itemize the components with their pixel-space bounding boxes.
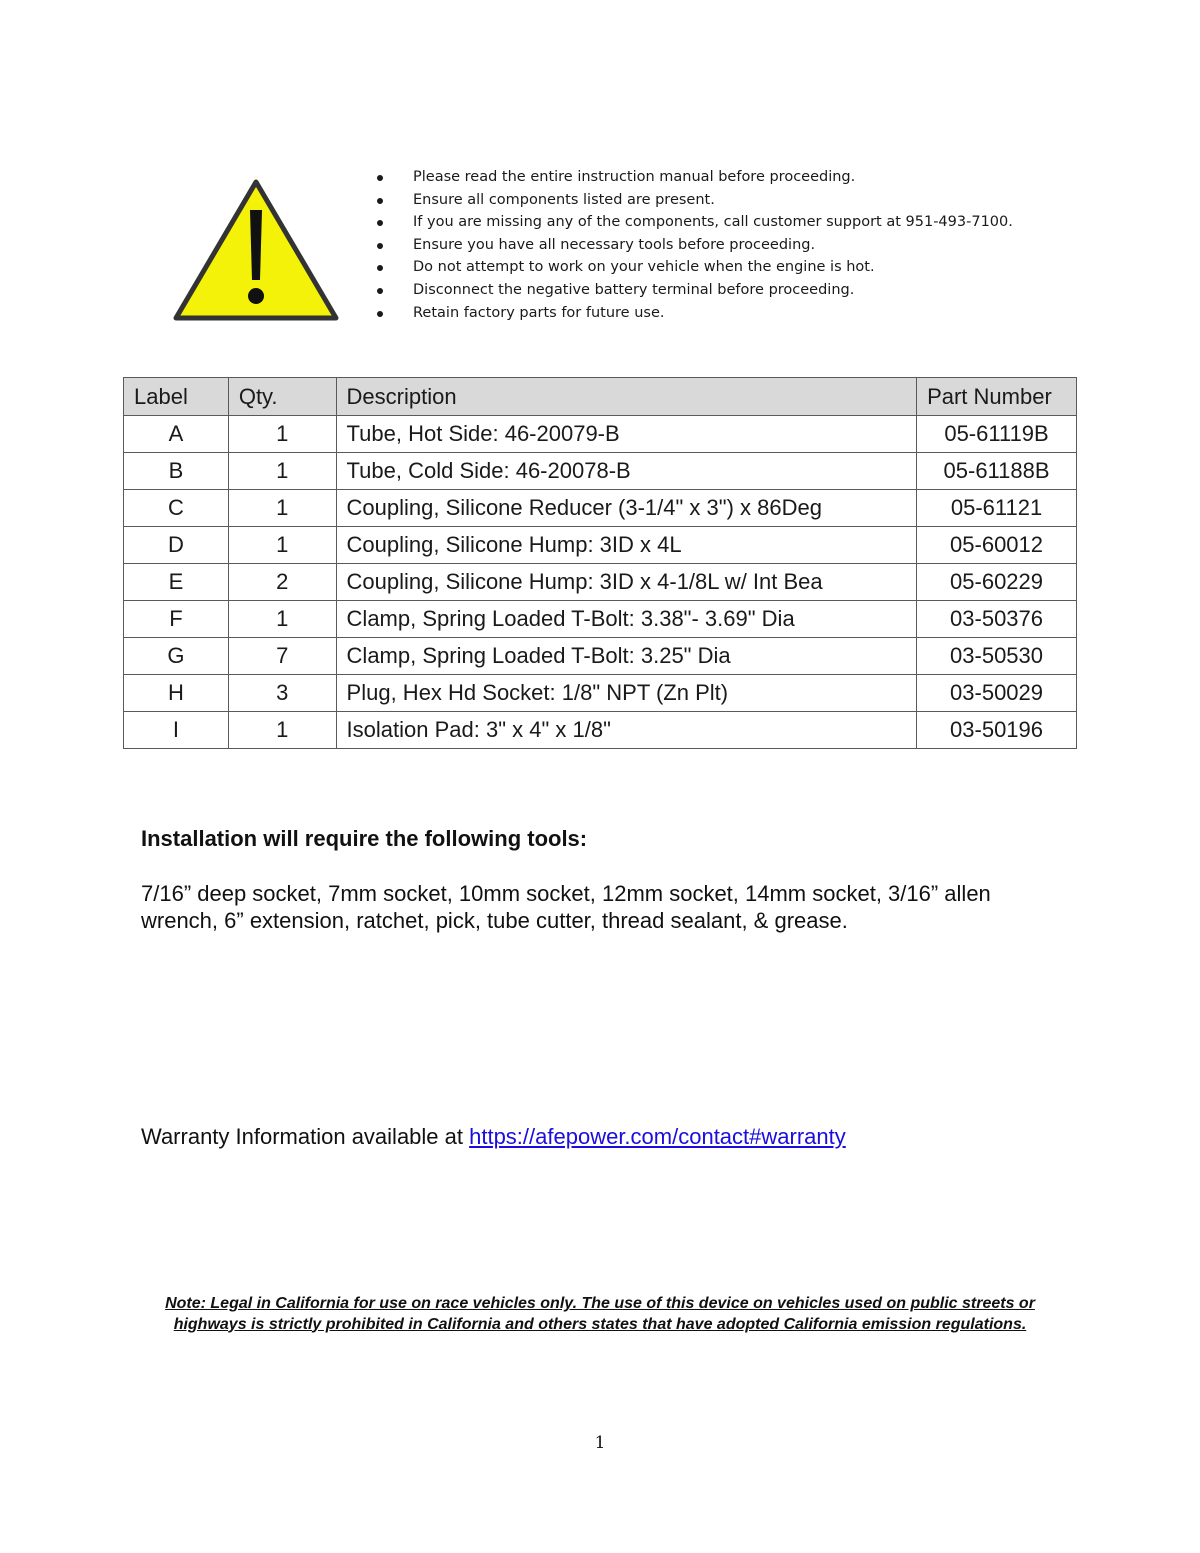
warranty-line bbox=[141, 1124, 846, 1150]
cell-label: H bbox=[124, 675, 229, 712]
table-header-row bbox=[124, 378, 1077, 416]
cell-part-number: 03-50196 bbox=[917, 712, 1077, 749]
warning-item: Retain factory parts for future use. bbox=[376, 302, 1013, 325]
bullet-icon bbox=[377, 175, 383, 181]
column-header-label: Label bbox=[124, 378, 229, 416]
cell-description: Clamp, Spring Loaded T-Bolt: 3.25" Dia bbox=[336, 638, 917, 675]
cell-part-number: 03-50376 bbox=[917, 601, 1077, 638]
parts-table bbox=[123, 377, 1077, 749]
cell-qty: 1 bbox=[228, 453, 336, 490]
warranty-link[interactable]: https://afepower.com/contact#warranty bbox=[469, 1124, 846, 1149]
bullet-icon bbox=[377, 288, 383, 294]
cell-part-number: 03-50530 bbox=[917, 638, 1077, 675]
cell-description: Clamp, Spring Loaded T-Bolt: 3.38"- 3.69" Dia bbox=[336, 601, 917, 638]
cell-qty: 1 bbox=[228, 712, 336, 749]
cell-qty: 3 bbox=[228, 675, 336, 712]
table-row bbox=[124, 527, 1077, 564]
warning-item: Please read the entire instruction manual before proceeding. bbox=[376, 166, 1013, 189]
cell-qty: 1 bbox=[228, 490, 336, 527]
table-row bbox=[124, 416, 1077, 453]
cell-description: Coupling, Silicone Hump: 3ID x 4-1/8L w/ Int Bea bbox=[336, 564, 917, 601]
cell-qty: 1 bbox=[228, 601, 336, 638]
page-number: 1 bbox=[594, 1433, 606, 1453]
table-row bbox=[124, 490, 1077, 527]
cell-label: B bbox=[124, 453, 229, 490]
tools-list: 7/16” deep socket, 7mm socket, 10mm socket, 12mm socket, 14mm socket, 3/16” allen wrench, 6” extension, ratchet, pick, tube cutter, thread sealant, & grease. bbox=[141, 881, 991, 933]
warning-item: If you are missing any of the components, call customer support at 951-493-7100. bbox=[376, 211, 1013, 234]
cell-part-number: 05-61121 bbox=[917, 490, 1077, 527]
bullet-icon bbox=[377, 265, 383, 271]
column-header-description: Description bbox=[336, 378, 917, 416]
warning-item: Ensure you have all necessary tools before proceeding. bbox=[376, 234, 1013, 257]
cell-label: I bbox=[124, 712, 229, 749]
bullet-icon bbox=[377, 311, 383, 317]
table-row bbox=[124, 638, 1077, 675]
cell-label: E bbox=[124, 564, 229, 601]
warranty-prefix: Warranty Information available at bbox=[141, 1124, 470, 1149]
cell-part-number: 05-60229 bbox=[917, 564, 1077, 601]
tools-heading: Installation will require the following tools: bbox=[141, 826, 588, 851]
cell-label: G bbox=[124, 638, 229, 675]
warning-list bbox=[376, 166, 1013, 324]
cell-description: Isolation Pad: 3" x 4" x 1/8" bbox=[336, 712, 917, 749]
warning-triangle-icon bbox=[170, 176, 342, 326]
cell-qty: 1 bbox=[228, 416, 336, 453]
cell-label: C bbox=[124, 490, 229, 527]
cell-part-number: 05-61188B bbox=[917, 453, 1077, 490]
cell-part-number: 03-50029 bbox=[917, 675, 1077, 712]
cell-description: Plug, Hex Hd Socket: 1/8" NPT (Zn Plt) bbox=[336, 675, 917, 712]
cell-description: Coupling, Silicone Hump: 3ID x 4L bbox=[336, 527, 917, 564]
table-row bbox=[124, 601, 1077, 638]
cell-label: F bbox=[124, 601, 229, 638]
cell-qty: 2 bbox=[228, 564, 336, 601]
bullet-icon bbox=[377, 243, 383, 249]
legal-note: Note: Legal in California for use on race vehicles only. The use of this device on vehicles used on public streets or highways is strictly prohibited in California and others states that have adopted California emission regulations. bbox=[165, 1295, 1035, 1333]
cell-qty: 1 bbox=[228, 527, 336, 564]
cell-description: Coupling, Silicone Reducer (3-1/4" x 3") x 86Deg bbox=[336, 490, 917, 527]
table-row bbox=[124, 453, 1077, 490]
warning-item: Ensure all components listed are present. bbox=[376, 189, 1013, 212]
cell-part-number: 05-60012 bbox=[917, 527, 1077, 564]
column-header-part-number: Part Number bbox=[917, 378, 1077, 416]
column-header-qty: Qty. bbox=[228, 378, 336, 416]
cell-description: Tube, Hot Side: 46-20079-B bbox=[336, 416, 917, 453]
table-row bbox=[124, 564, 1077, 601]
bullet-icon bbox=[377, 220, 383, 226]
warning-item: Disconnect the negative battery terminal before proceeding. bbox=[376, 279, 1013, 302]
cell-label: A bbox=[124, 416, 229, 453]
table-row bbox=[124, 675, 1077, 712]
cell-qty: 7 bbox=[228, 638, 336, 675]
cell-part-number: 05-61119B bbox=[917, 416, 1077, 453]
warning-item: Do not attempt to work on your vehicle when the engine is hot. bbox=[376, 256, 1013, 279]
cell-label: D bbox=[124, 527, 229, 564]
table-row bbox=[124, 712, 1077, 749]
cell-description: Tube, Cold Side: 46-20078-B bbox=[336, 453, 917, 490]
bullet-icon bbox=[377, 198, 383, 204]
